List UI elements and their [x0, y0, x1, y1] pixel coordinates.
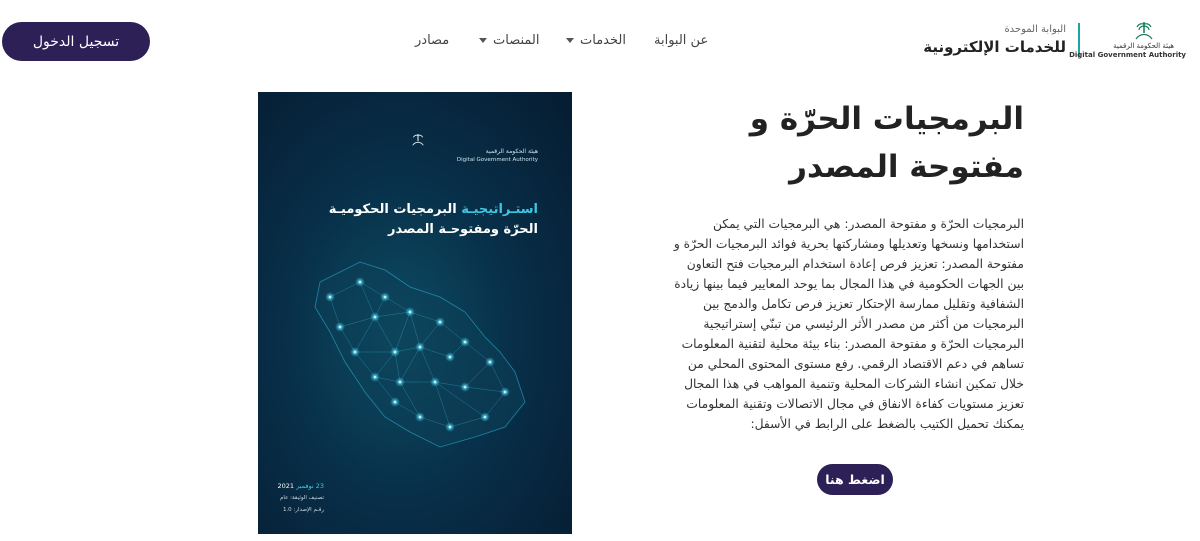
- nav-about[interactable]: عن البوابة: [654, 33, 709, 48]
- page-title: البرمجيات الحرّة و مفتوحة المصدر: [749, 101, 1024, 185]
- description-text: البرمجيات الحرّة و مفتوحة المصدر: هي البرمجيات التي يمكن استخدامها ونسخها وتعديلها ومشاركتها بحرية فوائد البرمجيات الحرّة و مفتوحة المصدر: تعزيز فرص إعادة استخدام البرمجيات فتح التعاون بين الجهات الحكومية في هذا المجال بما يوحد المعايير فيما بينها زيادة الشفافية وتقليل ممارسة الإحتكار تعزيز فرص تكامل والدمج بين البرمجيات من أكثر من مصدر الأثر الرئيسي من تبنّي إستراتيجية البرمجيات الحرّة و مفتوحة المصدر: بناء بيئة محلية لتقنية المعلومات تساهم في دعم الاقتصاد الرقمي. رفع مستوى المحتوى المحلي من خلال تمكين انشاء الشركات المحلية وتنمية المواهب في هذا المجال تعزيز مستويات كفاءة الانفاق في مجال الاتصالات وتقنية المعلومات يمكنك تحميل الكتيب بالضغط على الرابط في الأسفل:: [673, 217, 1024, 431]
- chevron-down-icon: [479, 38, 487, 43]
- cover-date: [277, 482, 324, 490]
- site-header: [0, 0, 1200, 82]
- cover-title-highlight: استـراتيجيـة: [461, 202, 538, 217]
- cover-org-name-ar: هيئة الحكومة الرقمية: [485, 148, 538, 155]
- portal-name-small: البوابة الموحدة: [1004, 24, 1066, 35]
- cover-org-name-en: Digital Government Authority: [456, 157, 538, 163]
- cover-classification: تصنيف الوثيقة: عام: [280, 495, 324, 501]
- login-button[interactable]: تسجيل الدخول: [2, 22, 150, 61]
- cover-title-line1: [329, 202, 538, 217]
- main-nav: [0, 32, 1200, 52]
- strategy-cover-image: [258, 92, 572, 534]
- nav-platforms[interactable]: [479, 32, 539, 50]
- cover-date-year: 2021: [277, 482, 294, 490]
- palm-swords-emblem-icon: [410, 132, 426, 148]
- cover-version: رقـم الإصدار: 1.0: [282, 507, 324, 513]
- nav-platforms-label: المنصات: [493, 33, 540, 48]
- cover-date-day-month: 23 نوفمبر: [296, 482, 324, 490]
- portal-name-big: للخدمات الإلكترونية: [923, 38, 1066, 56]
- dga-name-en: Digital Government Authority: [1069, 51, 1186, 59]
- cover-title-line2: الحرّة ومفتوحـة المصدر: [387, 222, 538, 237]
- cover-title-rest: البرمجيات الحكوميـة: [328, 202, 457, 217]
- nav-services-label: الخدمات: [580, 33, 626, 48]
- chevron-down-icon: [566, 38, 574, 43]
- download-booklet-button[interactable]: اضغط هنا: [817, 464, 893, 495]
- dga-name-ar: هيئة الحكومة الرقمية: [1113, 42, 1174, 50]
- nav-sources[interactable]: مصادر: [415, 33, 450, 48]
- saudi-network-map: [290, 242, 540, 462]
- nav-services[interactable]: [566, 32, 626, 50]
